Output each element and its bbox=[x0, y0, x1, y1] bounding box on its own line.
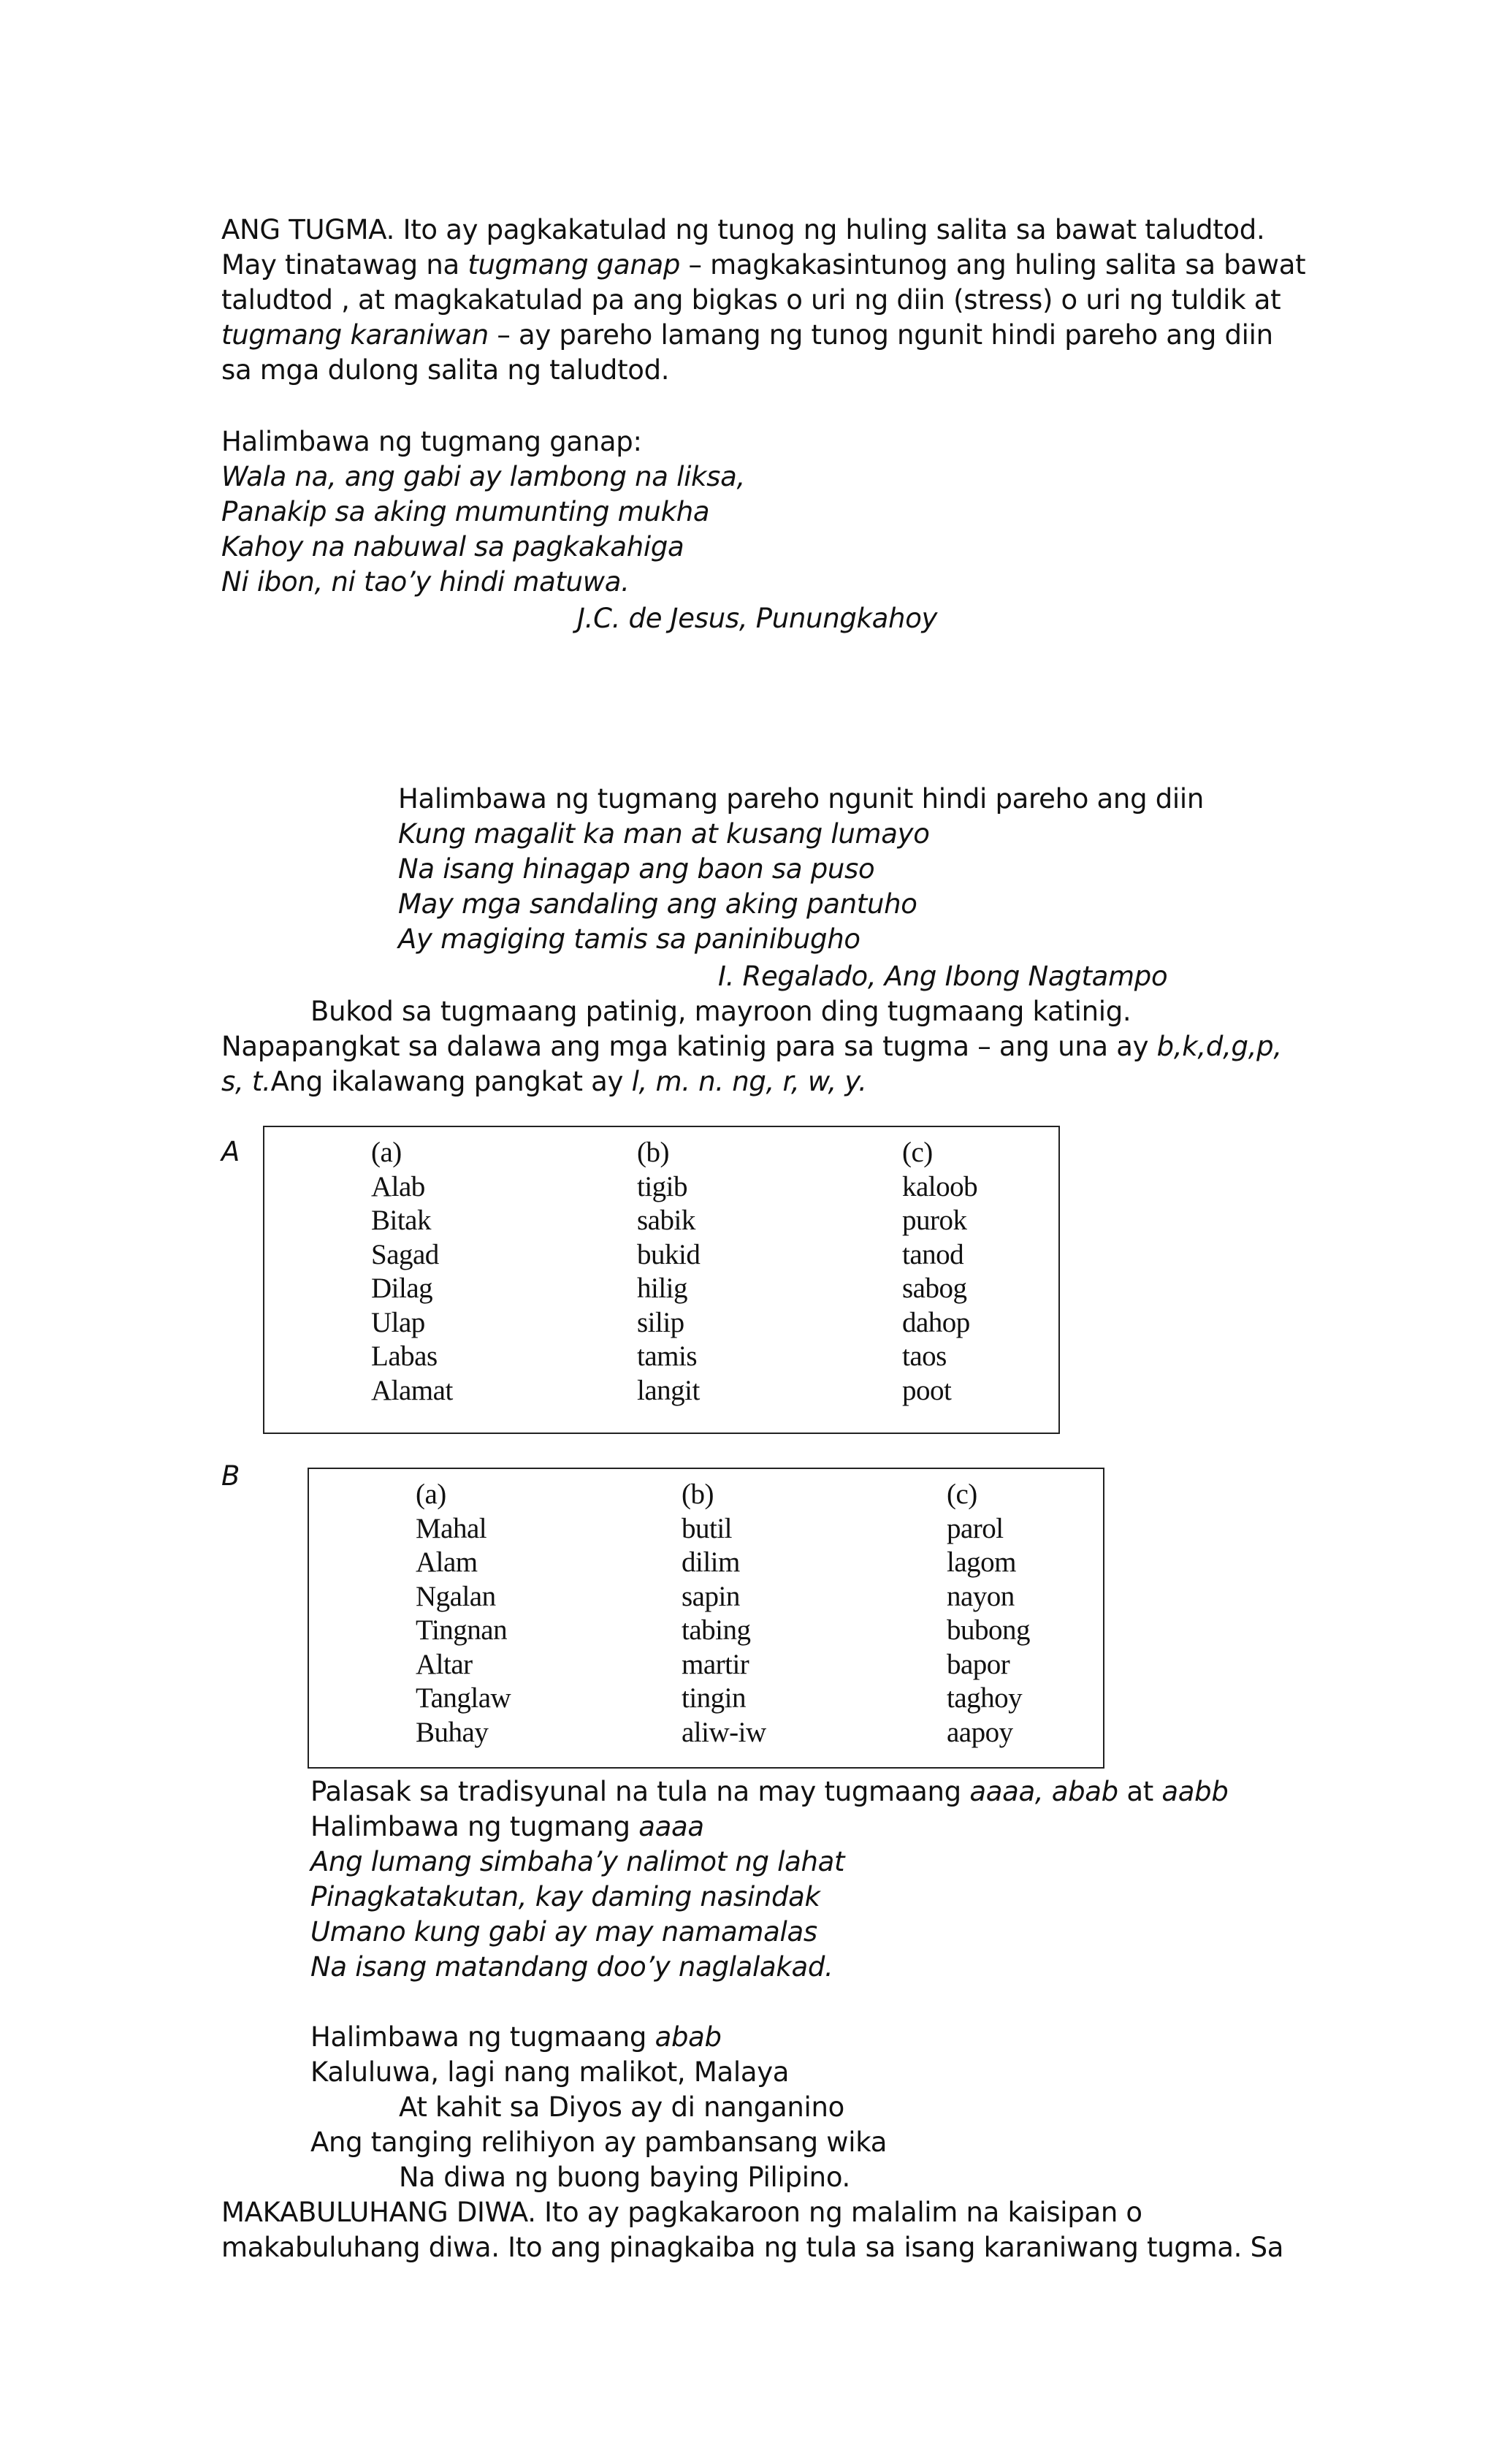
table-cell: nayon bbox=[947, 1580, 1015, 1612]
column-header: (c) bbox=[902, 1137, 933, 1168]
column-header: (b) bbox=[682, 1479, 714, 1510]
table-cell: Ulap bbox=[371, 1306, 425, 1338]
tugma-line-2: May tinatawag na tugmang ganap – magkakasintunog ang huling salita sa bawat bbox=[221, 249, 1306, 281]
table-cell: sabik bbox=[637, 1205, 695, 1236]
katinig-line-2: Napapangkat sa dalawa ang mga katinig para sa tugma – ang una ay b,k,d,g,p, bbox=[221, 1031, 1282, 1062]
table-cell: poot bbox=[902, 1374, 952, 1406]
table-column-c bbox=[947, 1478, 1030, 1750]
poem-line: Kung magalit ka man at kusang lumayo bbox=[398, 818, 930, 850]
tugma-line-4: tugmang karaniwan – ay pareho lamang ng tunog ngunit hindi pareho ang diin bbox=[221, 319, 1273, 351]
table-cell: tingin bbox=[682, 1682, 747, 1714]
table-cell: sapin bbox=[682, 1580, 740, 1612]
table-cell: Alab bbox=[371, 1170, 425, 1202]
table-cell: Buhay bbox=[416, 1716, 489, 1748]
diwa-heading: MAKABULUHANG DIWA. bbox=[221, 2197, 536, 2228]
poem-line: Panakip sa aking mumunting mukha bbox=[221, 496, 710, 527]
table-cell: tamis bbox=[637, 1340, 697, 1372]
tradisyunal-line-1: Palasak sa tradisyunal na tula na may tugmaang aaaa, abab at aabb bbox=[310, 1776, 1229, 1807]
poem-line: Kaluluwa, lagi nang malikot, Malaya bbox=[310, 2056, 790, 2088]
table-b-label: B bbox=[221, 1460, 240, 1492]
table-cell: Sagad bbox=[371, 1238, 439, 1270]
poem-line: Na isang hinagap ang baon sa puso bbox=[398, 853, 875, 885]
table-cell: lagom bbox=[947, 1546, 1016, 1578]
example-pareho-label: Halimbawa ng tugmang pareho ngunit hindi pareho ang diin bbox=[398, 783, 1205, 815]
poem-attribution: J.C. de Jesus, Punungkahoy bbox=[577, 603, 938, 634]
table-cell: taghoy bbox=[947, 1682, 1023, 1714]
table-cell: parol bbox=[947, 1512, 1004, 1544]
poem-attribution: I. Regalado, Ang Ibong Nagtampo bbox=[718, 961, 1168, 992]
poem-line: Ni ibon, ni tao’y hindi matuwa. bbox=[221, 566, 630, 598]
column-header: (a) bbox=[416, 1479, 446, 1510]
table-cell: Ngalan bbox=[416, 1580, 496, 1612]
tugma-line-3: taludtod , at magkakatulad pa ang bigkas o uri ng diin (stress) o uri ng tuldik at bbox=[221, 284, 1281, 316]
poem-line: Na diwa ng buong baying Pilipino. bbox=[399, 2162, 850, 2193]
poem-line: Ay magiging tamis sa paninibugho bbox=[398, 923, 860, 955]
table-cell: Alamat bbox=[371, 1374, 453, 1406]
table-cell: Mahal bbox=[416, 1512, 487, 1544]
table-cell: bubong bbox=[947, 1614, 1030, 1646]
column-header: (b) bbox=[637, 1137, 669, 1168]
example-ganap-label: Halimbawa ng tugmang ganap: bbox=[221, 426, 642, 457]
table-column-b bbox=[682, 1478, 766, 1750]
table-cell: hilig bbox=[637, 1273, 688, 1304]
table-column-a bbox=[371, 1136, 453, 1408]
table-cell: Labas bbox=[371, 1340, 438, 1372]
table-cell: aapoy bbox=[947, 1716, 1013, 1748]
table-cell: martir bbox=[682, 1648, 749, 1680]
table-column-b bbox=[637, 1136, 700, 1408]
table-cell: langit bbox=[637, 1374, 700, 1406]
word-table-a bbox=[263, 1126, 1060, 1434]
poem-line: Wala na, ang gabi ay lambong na liksa, bbox=[221, 461, 745, 492]
table-cell: silip bbox=[637, 1306, 684, 1338]
table-cell: bukid bbox=[637, 1238, 701, 1270]
table-cell: Tanglaw bbox=[416, 1682, 511, 1714]
table-a-label: A bbox=[221, 1136, 240, 1167]
poem-line: Ang tanging relihiyon ay pambansang wika bbox=[310, 2127, 888, 2158]
table-column-a bbox=[416, 1478, 511, 1750]
column-header: (a) bbox=[371, 1137, 402, 1168]
example-abab-label: Halimbawa ng tugmaang abab bbox=[310, 2021, 722, 2053]
table-cell: Bitak bbox=[371, 1205, 431, 1236]
table-cell: Altar bbox=[416, 1648, 473, 1680]
table-cell: sabog bbox=[902, 1273, 967, 1304]
poem-line: Na isang matandang doo’y naglalakad. bbox=[310, 1951, 833, 1983]
table-column-c bbox=[902, 1136, 977, 1408]
katinig-line-3: s, t.Ang ikalawang pangkat ay l, m. n. ng, r, w, y. bbox=[221, 1066, 867, 1097]
poem-line: May mga sandaling ang aking pantuho bbox=[398, 888, 917, 920]
table-cell: aliw-iw bbox=[682, 1716, 766, 1748]
poem-line: At kahit sa Diyos ay di nanganino bbox=[399, 2091, 844, 2123]
diwa-line-1: MAKABULUHANG DIWA. Ito ay pagkakaroon ng malalim na kaisipan o bbox=[221, 2197, 1142, 2228]
table-cell: dilim bbox=[682, 1546, 740, 1578]
term-tugmang-ganap: tugmang ganap bbox=[468, 249, 681, 281]
diwa-line-2: makabuluhang diwa. Ito ang pinagkaiba ng tula sa isang karaniwang tugma. Sa bbox=[221, 2232, 1284, 2263]
table-cell: bapor bbox=[947, 1648, 1010, 1680]
table-cell: kaloob bbox=[902, 1170, 978, 1202]
tugma-line-5: sa mga dulong salita ng taludtod. bbox=[221, 354, 670, 386]
table-cell: dahop bbox=[902, 1306, 970, 1338]
table-cell: tabing bbox=[682, 1614, 751, 1646]
table-cell: Alam bbox=[416, 1546, 478, 1578]
word-table-b bbox=[308, 1468, 1104, 1769]
table-cell: taos bbox=[902, 1340, 947, 1372]
poem-line: Umano kung gabi ay may namamalas bbox=[310, 1916, 817, 1948]
table-cell: Dilag bbox=[371, 1273, 433, 1304]
column-header: (c) bbox=[947, 1479, 977, 1510]
example-aaaa-label: Halimbawa ng tugmang aaaa bbox=[310, 1811, 704, 1842]
table-cell: tigib bbox=[637, 1170, 688, 1202]
poem-line: Kahoy na nabuwal sa pagkakahiga bbox=[221, 531, 684, 562]
tugma-heading: ANG TUGMA. bbox=[221, 214, 395, 245]
table-cell: purok bbox=[902, 1205, 967, 1236]
poem-line: Pinagkatakutan, kay daming nasindak bbox=[310, 1881, 820, 1912]
tugma-line-1: ANG TUGMA. Ito ay pagkakatulad ng tunog ng huling salita sa bawat taludtod. bbox=[221, 214, 1265, 245]
katinig-line-1: Bukod sa tugmaang patinig, mayroon ding tugmaang katinig. bbox=[310, 996, 1131, 1027]
term-tugmang-karaniwan: tugmang karaniwan bbox=[221, 319, 489, 351]
poem-line: Ang lumang simbaha’y nalimot ng lahat bbox=[310, 1846, 845, 1877]
table-cell: tanod bbox=[902, 1238, 964, 1270]
table-cell: butil bbox=[682, 1512, 733, 1544]
table-cell: Tingnan bbox=[416, 1614, 508, 1646]
